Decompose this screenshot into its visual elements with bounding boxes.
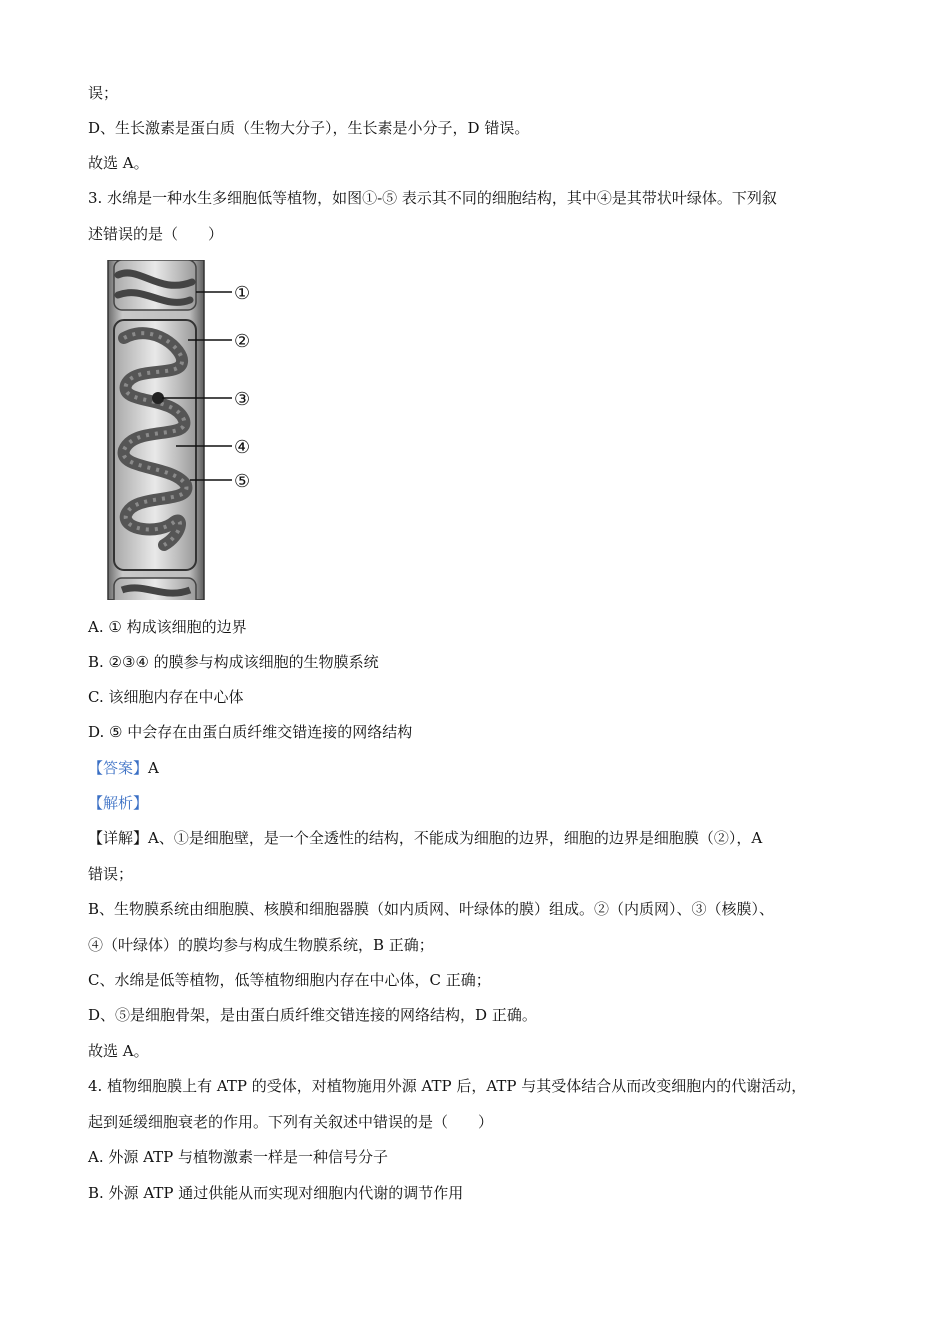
label-4: ④ [234, 437, 251, 458]
detail-line: D、⑤是细胞骨架，是由蛋白质纤维交错连接的网络结构，D 正确。 [88, 1006, 537, 1024]
q4-option-a: A. 外源 ATP 与植物激素一样是一种信号分子 [88, 1148, 389, 1166]
text-line: D、生长激素是蛋白质（生物大分子），生长素是小分子，D 错误。 [88, 119, 530, 137]
analysis-tag-text: 【解析】 [88, 794, 149, 812]
label-1: ① [234, 283, 251, 304]
question-3-stem-cont: 述错误的是（ ） [88, 225, 224, 243]
spirogyra-diagram [104, 260, 274, 600]
spirogyra-cell-figure [104, 260, 274, 600]
detail-line: ④（叶绿体）的膜均参与构成生物膜系统，B 正确； [88, 936, 434, 954]
question-4-stem: 4. 植物细胞膜上有 ATP 的受体，对植物施用外源 ATP 后，ATP 与其受体结合从而改变细胞内的代谢活动， [88, 1077, 807, 1095]
q4-option-b: B. 外源 ATP 通过供能从而实现对细胞内代谢的调节作用 [88, 1184, 464, 1202]
answer-value: A [148, 759, 159, 777]
detail-line: 故选 A。 [88, 1042, 149, 1060]
answer-tag: 【答案】 [88, 759, 149, 777]
question-3-stem: 3. 水绵是一种水生多细胞低等植物，如图①-⑤ 表示其不同的细胞结构，其中④是其带状叶绿体。下列叙 [88, 189, 777, 207]
label-3: ③ [234, 389, 251, 410]
label-2: ② [234, 331, 251, 352]
text-line: 误； [88, 84, 119, 102]
label-5: ⑤ [234, 471, 251, 492]
detail-line: C、水绵是低等植物，低等植物细胞内存在中心体，C 正确； [88, 971, 491, 989]
answer-line [88, 757, 159, 779]
analysis-tag [88, 792, 148, 814]
detail-line: 错误； [88, 865, 134, 883]
text-line: 故选 A。 [88, 154, 149, 172]
option-c: C. 该细胞内存在中心体 [88, 688, 244, 706]
detail-line: 【详解】A、①是细胞壁，是一个全透性的结构，不能成为细胞的边界，细胞的边界是细胞膜（②），A [88, 829, 763, 847]
option-d: D. ⑤ 中会存在由蛋白质纤维交错连接的网络结构 [88, 723, 413, 741]
question-4-stem-cont: 起到延缓细胞衰老的作用。下列有关叙述中错误的是（ ） [88, 1113, 494, 1131]
detail-line: B、生物膜系统由细胞膜、核膜和细胞器膜（如内质网、叶绿体的膜）组成。②（内质网）、③（核膜）、 [88, 900, 775, 918]
option-b: B. ②③④ 的膜参与构成该细胞的生物膜系统 [88, 653, 379, 671]
option-a: A. ① 构成该细胞的边界 [88, 618, 247, 636]
